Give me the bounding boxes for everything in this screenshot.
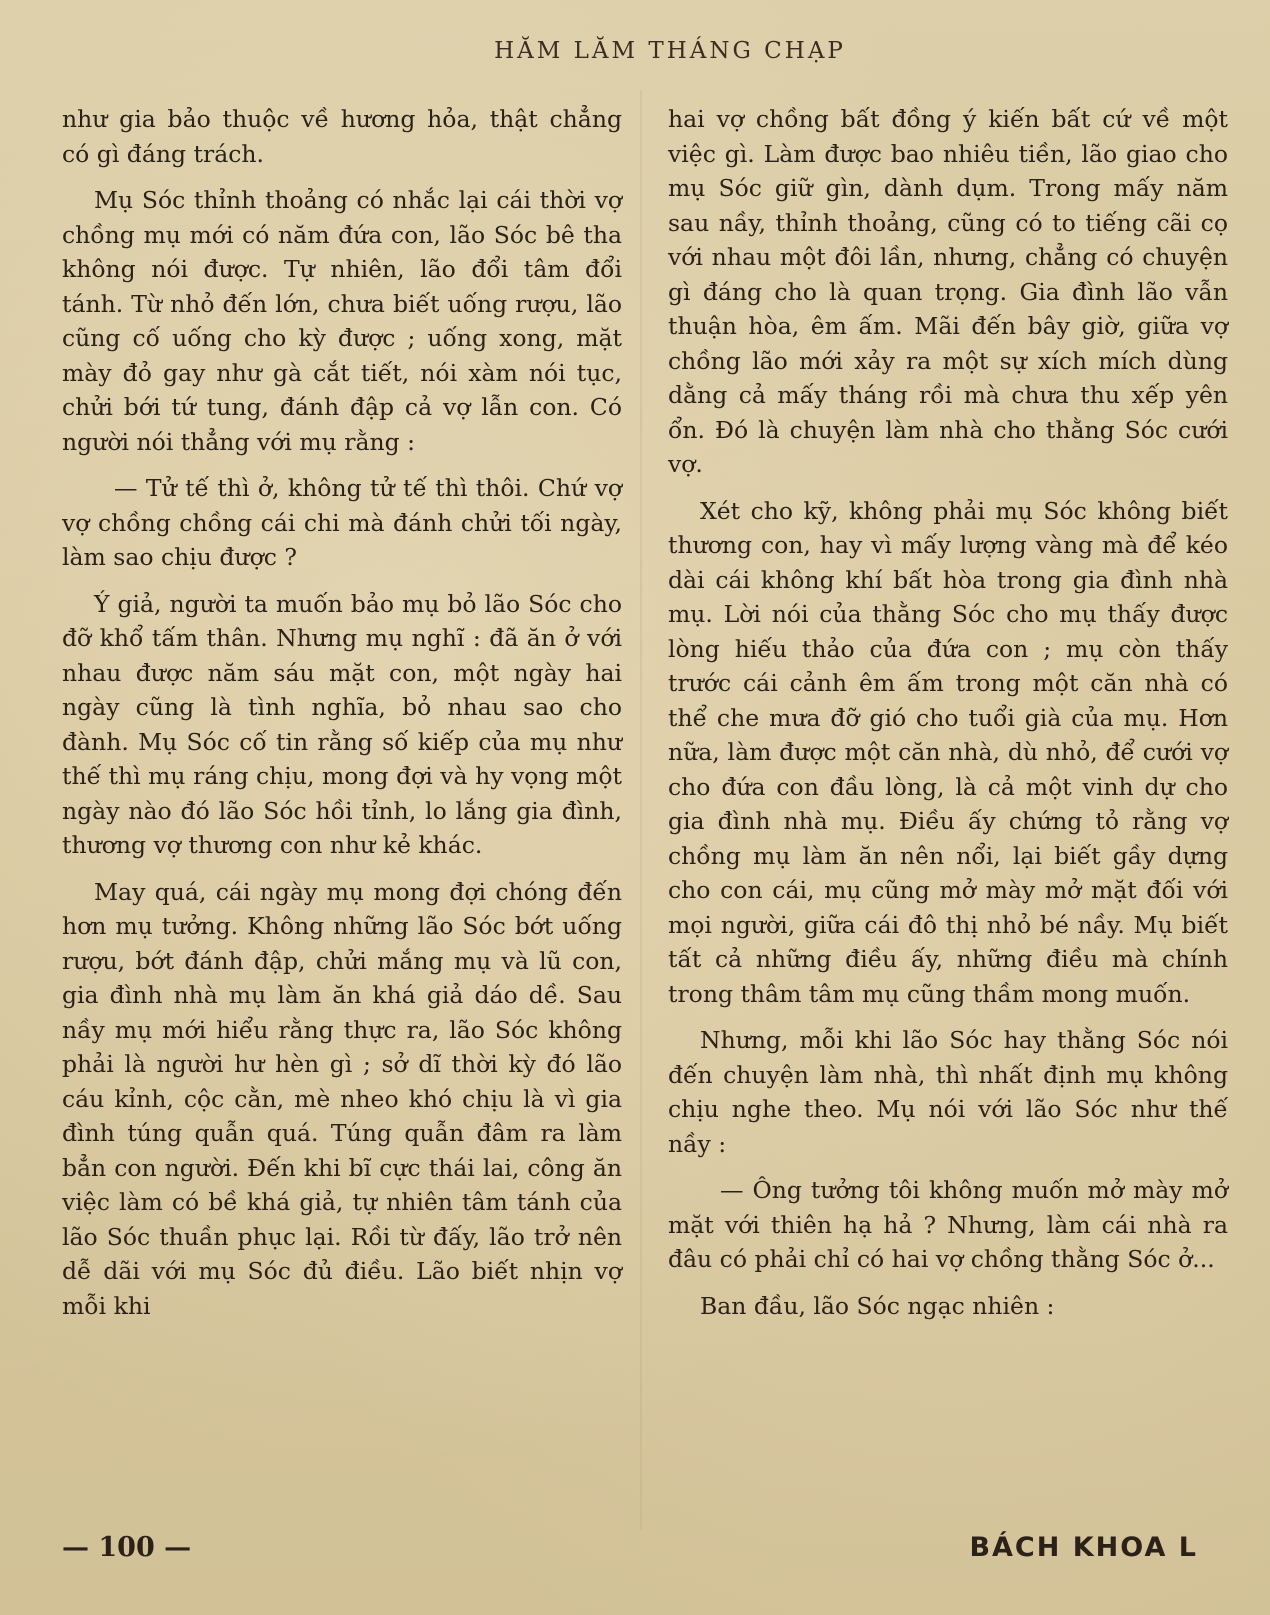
dialogue-paragraph: — Ông tưởng tôi không muốn mở mày mở mặt với thiên hạ hả ? Nhưng, làm cái nhà ra đâu có phải chỉ có hai vợ chồng thằng Sóc ở... xyxy=(668,1176,1228,1273)
page-crease xyxy=(640,90,642,1530)
paragraph: Ban đầu, lão Sóc ngạc nhiên : xyxy=(700,1291,1055,1320)
paragraph: Mụ Sóc thỉnh thoảng có nhắc lại cái thời vợ chồng mụ mới có năm đứa con, lão Sóc bê tha không nói được. Tự nhiên, lão đổi tâm đổi tánh. Từ nhỏ đến lớn, chưa biết uống rượu, lão cũng cố uống cho kỳ được ; uống xong, mặt mày đỏ gay như gà cắt tiết, nói xàm nói tục, chửi bới tứ tung, đánh đập cả vợ lẫn con. Có người nói thẳng với mụ rằng : xyxy=(62,186,622,456)
magazine-name: BÁCH KHOA L xyxy=(969,1532,1198,1563)
paragraph: Ý giả, người ta muốn bảo mụ bỏ lão Sóc cho đỡ khổ tấm thân. Nhưng mụ nghĩ : đã ăn ở với nhau được năm sáu mặt con, một ngày hai ngày cũng là tình nghĩa, bỏ nhau sao cho đành. Mụ Sóc cố tin rằng số kiếp của mụ như thế thì mụ ráng chịu, mong đợi và hy vọng một ngày nào đó lão Sóc hồi tỉnh, lo lắng gia đình, thương vợ thương con như kẻ khác. xyxy=(62,589,622,859)
dialogue-paragraph: — Tử tế thì ở, không tử tế thì thôi. Chứ vợ vợ chồng chồng cái chi mà đánh chửi tối ngày, làm sao chịu được ? xyxy=(62,474,622,571)
paragraph: Nhưng, mỗi khi lão Sóc hay thằng Sóc nói đến chuyện làm nhà, thì nhất định mụ không chịu nghe theo. Mụ nói với lão Sóc như thế nầy : xyxy=(668,1026,1228,1158)
paragraph: như gia bảo thuộc về hương hỏa, thật chẳng có gì đáng trách. xyxy=(62,105,622,168)
page-number: — 100 — xyxy=(62,1532,192,1563)
paragraph: May quá, cái ngày mụ mong đợi chóng đến hơn mụ tưởng. Không những lão Sóc bớt uống rượu, bớt đánh đập, chửi mắng mụ và lũ con, gia đình nhà mụ làm ăn khá giả dáo dề. Sau nầy mụ mới hiểu rằng thực ra, lão Sóc không phải là người hư hèn gì ; sở dĩ thời kỳ đó lão cáu kỉnh, cộc cằn, mè nheo khó chịu là vì gia đình túng quẫn quá. Túng quẫn đâm ra làm bẳn con người. Đến khi bĩ cực thái lai, công ăn việc làm có bề khá giả, tự nhiên tâm tánh của lão Sóc thuần phục lại. Rồi từ đấy, lão trở nên dễ dãi với mụ Sóc đủ điều. Lão biết nhịn vợ mỗi khi xyxy=(62,877,622,1320)
right-column xyxy=(668,102,1228,1335)
running-title: HĂM LĂM THÁNG CHẠP xyxy=(494,38,846,64)
paragraph: Xét cho kỹ, không phải mụ Sóc không biết thương con, hay vì mấy lượng vàng mà để kéo dài cái không khí bất hòa trong gia đình nhà mụ. Lời nói của thằng Sóc cho mụ thấy được lòng hiếu thảo của đứa con ; mụ còn thấy trước cái cảnh êm ấm trong một căn nhà có thể che mưa đỡ gió cho tuổi già của mụ. Hơn nữa, làm được một căn nhà, dù nhỏ, để cưới vợ cho đứa con đầu lòng, là cả một vinh dự cho gia đình nhà mụ. Điều ấy chứng tỏ rằng vợ chồng mụ làm ăn nên nổi, lại biết gầy dựng cho con cái, mụ cũng mở mày mở mặt đối với mọi người, giữa cái đô thị nhỏ bé nầy. Mụ biết tất cả những điều ấy, những điều mà chính trong thâm tâm mụ cũng thầm mong muốn. xyxy=(668,496,1228,1008)
left-column xyxy=(62,102,622,1335)
paragraph: hai vợ chồng bất đồng ý kiến bất cứ về một việc gì. Làm được bao nhiêu tiền, lão giao cho mụ Sóc giữ gìn, dành dụm. Trong mấy năm sau nầy, thỉnh thoảng, cũng có to tiếng cãi cọ với nhau một đôi lần, nhưng, chẳng có chuyện gì đáng cho là quan trọng. Gia đình lão vẫn thuận hòa, êm ấm. Mãi đến bây giờ, giữa vợ chồng lão mới xảy ra một sự xích mích dùng dằng cả mấy tháng rồi mà chưa thu xếp yên ổn. Đó là chuyện làm nhà cho thằng Sóc cưới vợ. xyxy=(668,105,1228,478)
